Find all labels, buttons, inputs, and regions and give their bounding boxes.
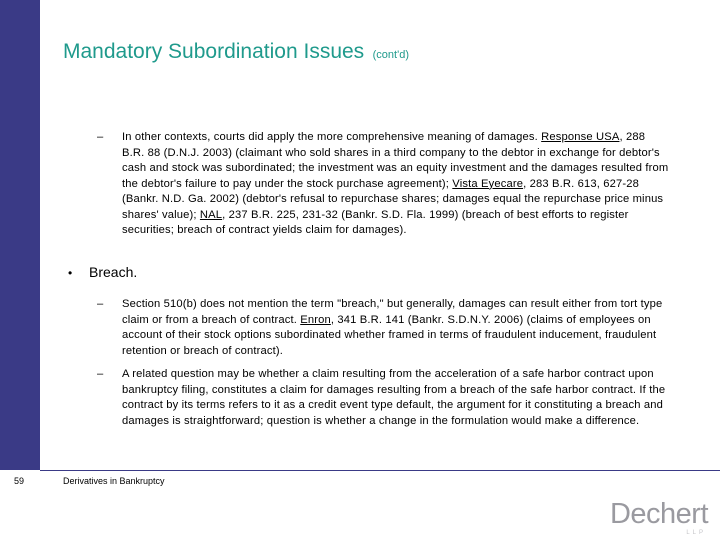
bullet-breach: Breach. <box>89 264 138 280</box>
paragraph-text: , 288 B.R. 88 (D.N.J. 2003) (claimant who sold shares in a third company to the debtor in exchange for debtor's cash and stock was subordinated; the investment was an equity investment and the damages resulted from the debtor's failure to pay under the stock purchase agreement); <box>122 131 669 190</box>
paragraph-text: A related question may be whether a claim resulting from the acceleration of a safe harbor contract upon bankruptcy filing, constitutes a claim for damages resulting from a breach of the safe harbor contract. If the contract by its terms refers to it as a credit event type default, the argument for it constituting a breach and damages is straightforward; question is whether a change in the formulation would make a difference. <box>122 368 666 427</box>
slide-title-suffix: (cont'd) <box>372 49 409 61</box>
page-number: 59 <box>14 476 25 486</box>
paragraph-text: , 341 B.R. 141 (Bankr. S.D.N.Y. 2006) (claims of employees on account of their stock options subordinated whether framed in terms of fraudulent inducement, fraudulent retention or breach of contract). <box>122 313 657 357</box>
paragraph-text: Section 510(b) does not mention the term "breach," but generally, damages can result either from tort type claim or from a breach of contract. <box>122 298 663 326</box>
case-name-vista-eyecare: Vista Eyecare <box>452 177 524 190</box>
dash-marker: – <box>97 131 104 143</box>
slide-title-main: Mandatory Subordination Issues <box>63 40 365 63</box>
paragraph-text: , 237 B.R. 225, 231-32 (Bankr. S.D. Fla. 1999) (breach of best efforts to register securities; breach of contract yields claim for damages). <box>122 208 629 236</box>
bullet-marker: • <box>68 266 73 280</box>
sidebar-bar <box>0 0 40 470</box>
dechert-logo: Dechert <box>609 498 708 530</box>
dash-item-related-question <box>122 367 670 429</box>
dechert-logo-llp: LLP <box>686 530 706 536</box>
footer-title: Derivatives in Bankruptcy <box>63 476 165 486</box>
paragraph-text: , 283 B.R. 613, 627-28 (Bankr. N.D. Ga. 2002) (debtor's refusal to repurchase shares; damages equal the repurchase price minus shares' value); <box>122 177 664 221</box>
dash-marker: – <box>97 298 104 310</box>
case-name-response-usa: Response USA <box>541 131 620 143</box>
dash-item-section-510b <box>122 297 670 359</box>
paragraph-text: In other contexts, courts did apply the more comprehensive meaning of damages. <box>122 131 542 143</box>
slide-title <box>63 40 409 64</box>
case-name-enron: Enron <box>300 313 331 326</box>
dash-item-other-contexts <box>122 130 670 239</box>
case-name-nal: NAL <box>199 208 223 221</box>
dash-marker: – <box>97 368 104 380</box>
footer-divider <box>40 470 720 471</box>
